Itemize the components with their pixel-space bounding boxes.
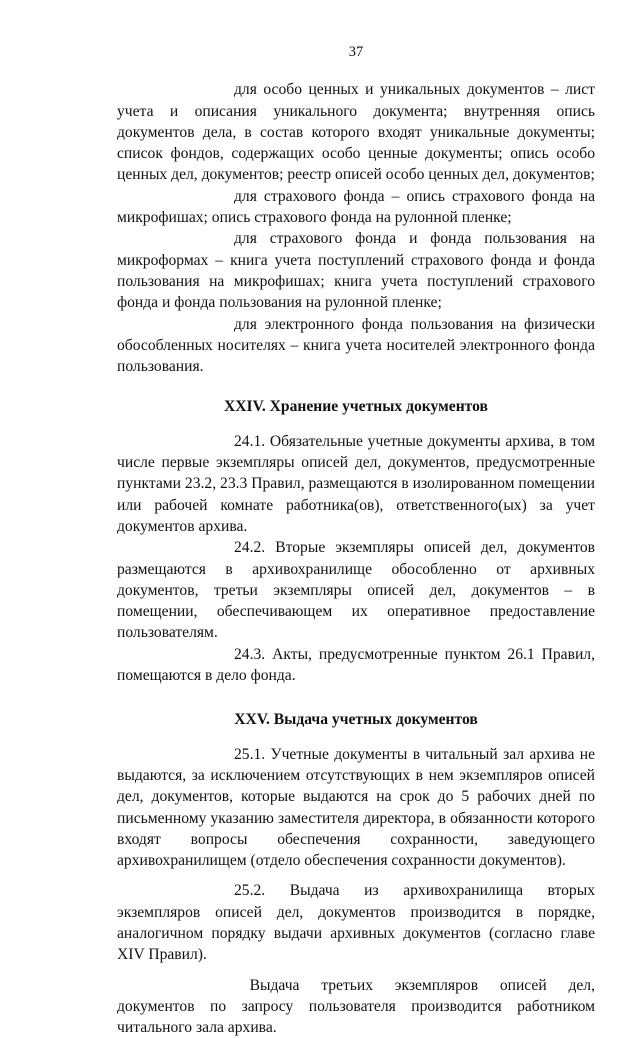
list-item: для страхового фонда – опись страхового фонда на микрофишах; опись страхового фонда на рулонной пленке; (117, 187, 595, 227)
section-heading-xxiv: XXIV. Хранение учетных документов (224, 398, 488, 416)
paragraph-25-2: 25.2. Выдача из архивохранилища вторых экземпляров описей дел, документов производится в порядке, аналогичном порядку выдачи архивных документов (согласно главе XIV Правил). (117, 882, 595, 964)
list-item: для электронного фонда пользования на физически обособленных носителях – книга учета носителей электронного фонда пользования. (117, 315, 595, 376)
list-item: для страхового фонда и фонда пользования на микроформах – книга учета поступлений страхового фонда и фонда пользования на микрофишах; книга учета поступлений страхового фонда и фонда пользования на рулонной пленке; (117, 230, 595, 312)
paragraph-24-1: 24.1. Обязательные учетные документы архива, в том числе первые экземпляры описей дел, документов, предусмотренные пунктами 23.2, 23.3 Правил, размещаются в изолированном помещении или рабочей комнате работника(ов), ответственного(ых) за учет документов архива. (117, 432, 595, 535)
page-number: 37 (348, 44, 364, 60)
section-heading-xxv: XXV. Выдача учетных документов (234, 711, 478, 729)
paragraph-25-2-cont: Выдача третьих экземпляров описей дел, документов по запросу пользователя производится работником читального зала архива. (117, 976, 595, 1037)
paragraph-25-1: 25.1. Учетные документы в читальный зал архива не выдаются, за исключением отсутствующих в нем экземпляров описей дел, документов, которые выдаются на срок до 5 рабочих дней по письменному указанию заместителя директора, в обязанности которого входят вопросы обеспечения сохранности, заведующего архивохранилищем (отдело обеспечения сохранности документов). (117, 745, 595, 870)
list-item: для особо ценных и уникальных документов – лист учета и описания уникального документа; внутренняя опись документов дела, в состав которого входят уникальные документы; список фондов, содержащих особо ценные документы; опись особо ценных дел, документов; реестр описей особо ценных дел, документов; (117, 81, 595, 184)
paragraph-24-3: 24.3. Акты, предусмотренные пунктом 26.1 Правил, помещаются в дело фонда. (117, 645, 595, 685)
paragraph-24-2: 24.2. Вторые экземпляры описей дел, документов размещаются в архивохранилище обособленно от архивных документов, третьи экземпляры описей дел, документов – в помещении, обеспечивающем их оперативное предоставление пользователям. (117, 539, 595, 642)
